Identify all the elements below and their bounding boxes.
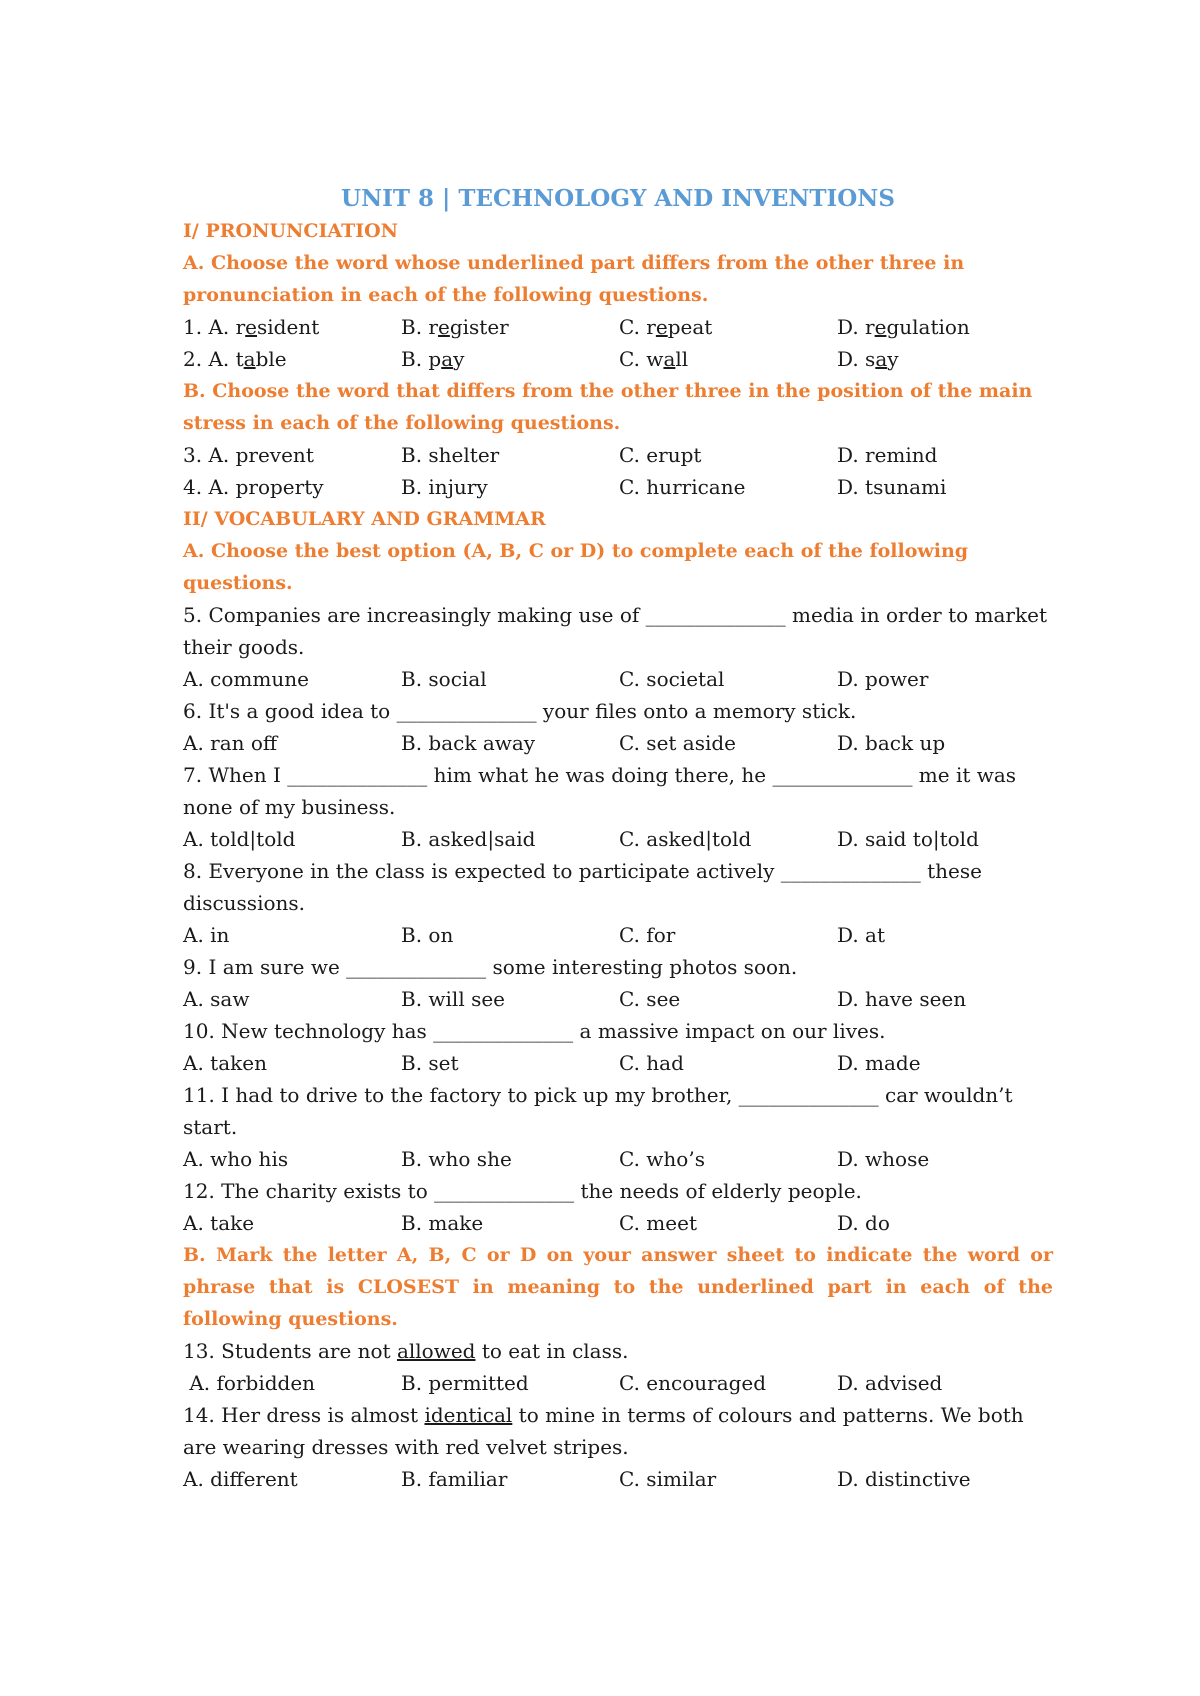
option: A. taken bbox=[183, 1051, 267, 1075]
option: B. pay bbox=[401, 347, 465, 371]
option: A. different bbox=[183, 1467, 298, 1491]
option: C. asked|told bbox=[619, 827, 752, 851]
option: C. wall bbox=[619, 347, 689, 371]
option: B. injury bbox=[401, 475, 488, 499]
question-8-stem: 8. Everyone in the class is expected to participate actively ______________ these discussions. bbox=[183, 859, 982, 915]
option: B. register bbox=[401, 315, 509, 339]
option: C. societal bbox=[619, 667, 725, 691]
question-13-options bbox=[183, 1367, 1053, 1399]
option: C. erupt bbox=[619, 443, 702, 467]
option: C. hurricane bbox=[619, 475, 746, 499]
option: D. have seen bbox=[837, 987, 967, 1011]
option: C. set aside bbox=[619, 731, 737, 755]
option: D. do bbox=[837, 1211, 890, 1235]
option: C. for bbox=[619, 923, 676, 947]
option: D. made bbox=[837, 1051, 921, 1075]
question-7-options bbox=[183, 823, 1053, 855]
option: D. back up bbox=[837, 731, 946, 755]
option: A. commune bbox=[183, 667, 309, 691]
question-3-options bbox=[183, 439, 1053, 471]
option: B. will see bbox=[401, 987, 506, 1011]
question-6-options bbox=[183, 727, 1053, 759]
option: B. back away bbox=[401, 731, 536, 755]
question-14-stem: 14. Her dress is almost identical to mine in terms of colours and patterns. We both are wearing dresses with red velvet stripes. bbox=[183, 1403, 1024, 1459]
option: D. remind bbox=[837, 443, 938, 467]
option: C. see bbox=[619, 987, 681, 1011]
option: A. told|told bbox=[183, 827, 296, 851]
option: D. power bbox=[837, 667, 929, 691]
underlined-word: allowed bbox=[396, 1339, 476, 1363]
question-11-stem: 11. I had to drive to the factory to pick up my brother, ______________ car wouldn’t start. bbox=[183, 1083, 1013, 1139]
option: A. in bbox=[183, 923, 230, 947]
question-8-options bbox=[183, 919, 1053, 951]
option: C. who’s bbox=[619, 1147, 705, 1171]
option: B. familiar bbox=[401, 1467, 508, 1491]
option: B. permitted bbox=[401, 1371, 529, 1395]
option: 4. A. property bbox=[183, 475, 324, 499]
option: C. similar bbox=[619, 1467, 717, 1491]
option: B. social bbox=[401, 667, 487, 691]
worksheet-page bbox=[183, 183, 1053, 1495]
option: D. tsunami bbox=[837, 475, 947, 499]
page-title: UNIT 8 | TECHNOLOGY AND INVENTIONS bbox=[341, 185, 895, 212]
option: B. on bbox=[401, 923, 454, 947]
instruction-b-closest-meaning: B. Mark the letter A, B, C or D on your answer sheet to indicate the word or phrase that is CLOSEST in meaning to the underlined part in each of the following questions. bbox=[183, 1244, 1053, 1330]
option: 3. A. prevent bbox=[183, 443, 314, 467]
option: A. ran off bbox=[183, 731, 278, 755]
instruction-b-stress: B. Choose the word that differs from the other three in the position of the main stress in each of the following questions. bbox=[183, 380, 1033, 434]
option: D. whose bbox=[837, 1147, 930, 1171]
option: 2. A. table bbox=[183, 347, 287, 371]
option: B. make bbox=[401, 1211, 484, 1235]
question-9-options bbox=[183, 983, 1053, 1015]
option: 1. A. resident bbox=[183, 315, 320, 339]
question-5-options bbox=[183, 663, 1053, 695]
question-14-options bbox=[183, 1463, 1053, 1495]
option: D. said to|told bbox=[837, 827, 979, 851]
question-6-stem: 6. It's a good idea to ______________ your files onto a memory stick. bbox=[183, 699, 857, 723]
option: D. at bbox=[837, 923, 885, 947]
option: C. encouraged bbox=[619, 1371, 767, 1395]
option: D. advised bbox=[837, 1371, 943, 1395]
question-12-options bbox=[183, 1207, 1053, 1239]
instruction-a-vocabulary: A. Choose the best option (A, B, C or D) to complete each of the following questions. bbox=[183, 540, 969, 594]
question-4-options bbox=[183, 471, 1053, 503]
question-5-stem: 5. Companies are increasingly making use of ______________ media in order to market their goods. bbox=[183, 603, 1047, 659]
option: A. take bbox=[183, 1211, 255, 1235]
instruction-a-pronunciation: A. Choose the word whose underlined part differs from the other three in pronunciation in each of the following questions. bbox=[183, 252, 965, 306]
question-7-stem: 7. When I ______________ him what he was doing there, he ______________ me it was none of my business. bbox=[183, 763, 1017, 819]
option: C. meet bbox=[619, 1211, 697, 1235]
option: B. set bbox=[401, 1051, 459, 1075]
question-9-stem: 9. I am sure we ______________ some interesting photos soon. bbox=[183, 955, 798, 979]
option: C. had bbox=[619, 1051, 684, 1075]
question-13-stem: 13. Students are not allowed to eat in class. bbox=[183, 1339, 629, 1363]
option: B. shelter bbox=[401, 443, 500, 467]
option: B. asked|said bbox=[401, 827, 536, 851]
option: A. who his bbox=[183, 1147, 289, 1171]
option: D. say bbox=[837, 347, 899, 371]
section-pronunciation: I/ PRONUNCIATION bbox=[183, 220, 399, 242]
option: A. forbidden bbox=[183, 1371, 316, 1395]
question-1-options bbox=[183, 311, 1053, 343]
option: B. who she bbox=[401, 1147, 512, 1171]
option: A. saw bbox=[183, 987, 250, 1011]
section-vocabulary-grammar: II/ VOCABULARY AND GRAMMAR bbox=[183, 508, 546, 530]
underlined-word: identical bbox=[424, 1403, 513, 1427]
question-2-options bbox=[183, 343, 1053, 375]
option: D. distinctive bbox=[837, 1467, 971, 1491]
question-12-stem: 12. The charity exists to ______________ the needs of elderly people. bbox=[183, 1179, 862, 1203]
question-11-options bbox=[183, 1143, 1053, 1175]
option: D. regulation bbox=[837, 315, 970, 339]
question-10-stem: 10. New technology has ______________ a massive impact on our lives. bbox=[183, 1019, 886, 1043]
question-10-options bbox=[183, 1047, 1053, 1079]
option: C. repeat bbox=[619, 315, 713, 339]
